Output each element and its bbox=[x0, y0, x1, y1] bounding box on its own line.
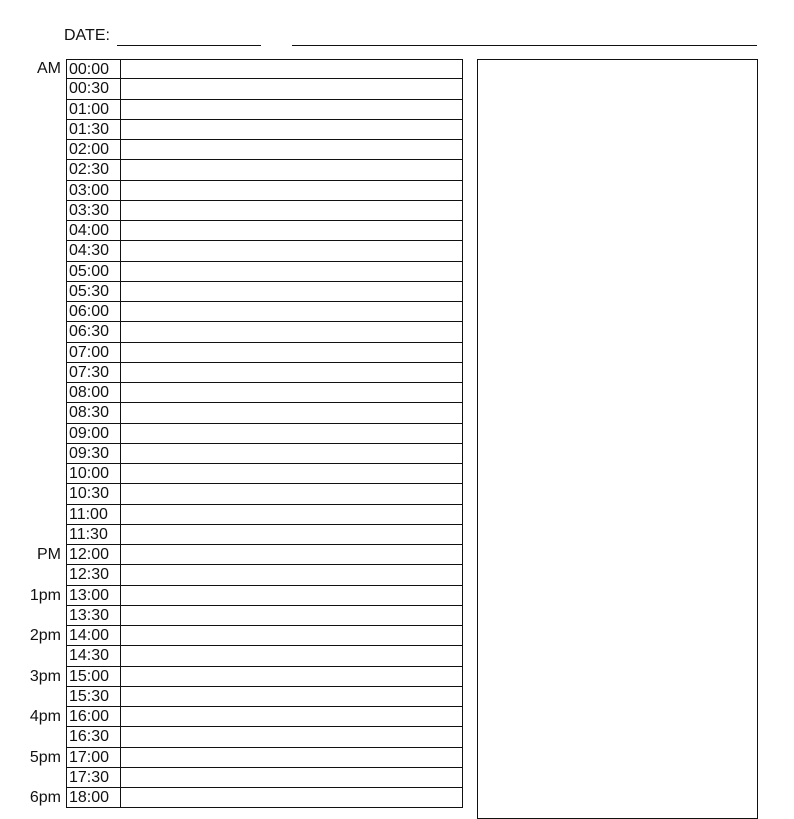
entry-cell[interactable] bbox=[120, 403, 463, 423]
time-cell: 18:00 bbox=[66, 788, 120, 808]
schedule-row bbox=[0, 646, 470, 666]
schedule-row bbox=[0, 221, 470, 241]
entry-cell[interactable] bbox=[120, 343, 463, 363]
period-label: 2pm bbox=[29, 627, 61, 644]
entry-cell[interactable] bbox=[120, 545, 463, 565]
entry-cell[interactable] bbox=[120, 626, 463, 646]
entry-cell[interactable] bbox=[120, 667, 463, 687]
schedule-row bbox=[0, 343, 470, 363]
time-cell: 02:30 bbox=[66, 160, 120, 180]
page-header bbox=[0, 0, 794, 60]
period-label: 5pm bbox=[29, 748, 61, 766]
schedule-row bbox=[0, 545, 470, 565]
time-cell: 17:00 bbox=[66, 748, 120, 768]
time-cell: 00:30 bbox=[66, 79, 120, 99]
entry-cell[interactable] bbox=[120, 606, 463, 626]
time-cell: 14:30 bbox=[66, 646, 120, 666]
schedule-row bbox=[0, 586, 470, 606]
schedule-row bbox=[0, 484, 470, 504]
schedule-row bbox=[0, 79, 470, 99]
date-label: DATE: bbox=[64, 27, 110, 44]
entry-cell[interactable] bbox=[120, 748, 463, 768]
time-cell: 02:00 bbox=[66, 140, 120, 160]
time-cell: 06:30 bbox=[66, 322, 120, 342]
entry-cell[interactable] bbox=[120, 586, 463, 606]
time-cell: 07:00 bbox=[66, 343, 120, 363]
schedule-row bbox=[0, 464, 470, 484]
schedule-row bbox=[0, 59, 470, 79]
time-cell: 16:00 bbox=[66, 707, 120, 727]
schedule-row bbox=[0, 687, 470, 707]
schedule-row bbox=[0, 363, 470, 383]
time-cell: 05:00 bbox=[66, 262, 120, 282]
entry-cell[interactable] bbox=[120, 464, 463, 484]
schedule-row bbox=[0, 241, 470, 261]
entry-cell[interactable] bbox=[120, 282, 463, 302]
time-cell: 09:00 bbox=[66, 424, 120, 444]
entry-cell[interactable] bbox=[120, 768, 463, 788]
period-label: PM bbox=[37, 546, 61, 563]
schedule-row bbox=[0, 302, 470, 322]
time-cell: 01:00 bbox=[66, 100, 120, 120]
entry-cell[interactable] bbox=[120, 505, 463, 525]
entry-cell[interactable] bbox=[120, 322, 463, 342]
time-cell: 07:30 bbox=[66, 363, 120, 383]
schedule-row bbox=[0, 606, 470, 626]
time-cell: 12:00 bbox=[66, 545, 120, 565]
time-cell: 11:00 bbox=[66, 505, 120, 525]
entry-cell[interactable] bbox=[120, 687, 463, 707]
time-cell: 04:30 bbox=[66, 241, 120, 261]
time-cell: 10:00 bbox=[66, 464, 120, 484]
entry-cell[interactable] bbox=[120, 59, 463, 79]
entry-cell[interactable] bbox=[120, 646, 463, 666]
schedule-row bbox=[0, 160, 470, 180]
schedule-row bbox=[0, 403, 470, 423]
schedule-row bbox=[0, 788, 470, 808]
schedule-row bbox=[0, 707, 470, 727]
time-cell: 11:30 bbox=[66, 525, 120, 545]
period-label: 4pm bbox=[29, 708, 61, 725]
time-cell: 13:00 bbox=[66, 586, 120, 606]
schedule-row bbox=[0, 565, 470, 585]
schedule-row bbox=[0, 626, 470, 646]
entry-cell[interactable] bbox=[120, 201, 463, 221]
time-cell: 04:00 bbox=[66, 221, 120, 241]
entry-cell[interactable] bbox=[120, 181, 463, 201]
time-cell: 08:30 bbox=[66, 403, 120, 423]
schedule-row bbox=[0, 444, 470, 464]
entry-cell[interactable] bbox=[120, 160, 463, 180]
time-cell: 06:00 bbox=[66, 302, 120, 322]
entry-cell[interactable] bbox=[120, 525, 463, 545]
time-cell: 15:30 bbox=[66, 687, 120, 707]
schedule-row bbox=[0, 748, 470, 768]
time-cell: 00:00 bbox=[66, 59, 120, 79]
entry-cell[interactable] bbox=[120, 140, 463, 160]
time-cell: 05:30 bbox=[66, 282, 120, 302]
schedule-row bbox=[0, 181, 470, 201]
schedule-row bbox=[0, 322, 470, 342]
entry-cell[interactable] bbox=[120, 565, 463, 585]
period-label: 3pm bbox=[29, 667, 61, 685]
time-cell: 15:00 bbox=[66, 667, 120, 687]
title-field-line[interactable] bbox=[292, 45, 757, 46]
schedule-row bbox=[0, 525, 470, 545]
entry-cell[interactable] bbox=[120, 484, 463, 504]
entry-cell[interactable] bbox=[120, 302, 463, 322]
schedule-row bbox=[0, 262, 470, 282]
entry-cell[interactable] bbox=[120, 363, 463, 383]
entry-cell[interactable] bbox=[120, 383, 463, 403]
entry-cell[interactable] bbox=[120, 241, 463, 261]
schedule-row bbox=[0, 768, 470, 788]
schedule-row bbox=[0, 120, 470, 140]
entry-cell[interactable] bbox=[120, 221, 463, 241]
schedule-row bbox=[0, 201, 470, 221]
schedule-row bbox=[0, 727, 470, 747]
time-cell: 17:30 bbox=[66, 768, 120, 788]
time-cell: 03:00 bbox=[66, 181, 120, 201]
schedule-row bbox=[0, 667, 470, 687]
hourly-schedule bbox=[0, 59, 470, 808]
time-cell: 13:30 bbox=[66, 606, 120, 626]
schedule-row bbox=[0, 282, 470, 302]
entry-cell[interactable] bbox=[120, 120, 463, 140]
time-cell: 14:00 bbox=[66, 626, 120, 646]
time-cell: 16:30 bbox=[66, 727, 120, 747]
period-label: 6pm bbox=[29, 789, 61, 806]
period-label: 1pm bbox=[29, 586, 61, 604]
time-cell: 03:30 bbox=[66, 201, 120, 221]
entry-cell[interactable] bbox=[120, 424, 463, 444]
schedule-row bbox=[0, 140, 470, 160]
entry-cell[interactable] bbox=[120, 707, 463, 727]
period-label: AM bbox=[37, 60, 61, 77]
time-cell: 12:30 bbox=[66, 565, 120, 585]
schedule-row bbox=[0, 505, 470, 525]
time-cell: 01:30 bbox=[66, 120, 120, 140]
schedule-row bbox=[0, 100, 470, 120]
date-field-line[interactable] bbox=[117, 45, 261, 46]
time-cell: 10:30 bbox=[66, 484, 120, 504]
entry-cell[interactable] bbox=[120, 444, 463, 464]
entry-cell[interactable] bbox=[120, 100, 463, 120]
entry-cell[interactable] bbox=[120, 727, 463, 747]
schedule-row bbox=[0, 383, 470, 403]
time-cell: 09:30 bbox=[66, 444, 120, 464]
time-cell: 08:00 bbox=[66, 383, 120, 403]
schedule-row bbox=[0, 424, 470, 444]
notes-box[interactable] bbox=[477, 59, 758, 819]
entry-cell[interactable] bbox=[120, 262, 463, 282]
entry-cell[interactable] bbox=[120, 79, 463, 99]
entry-cell[interactable] bbox=[120, 788, 463, 808]
